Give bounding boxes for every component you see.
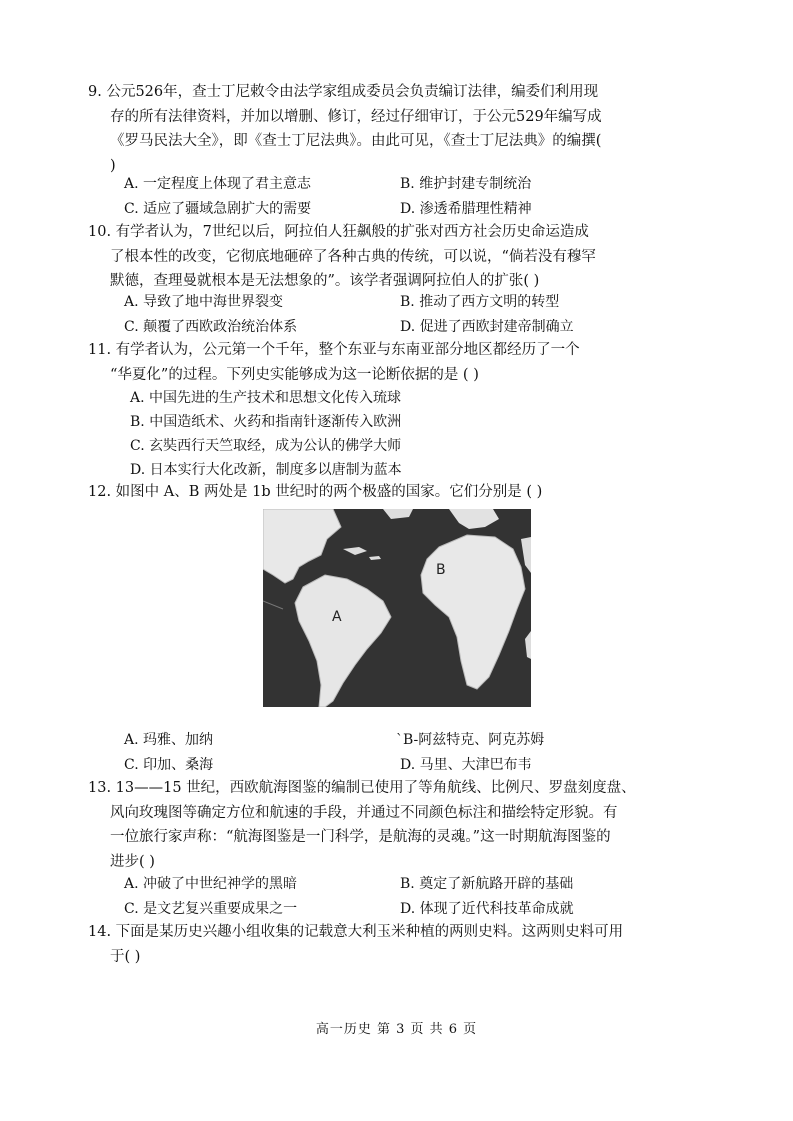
question-9-option-c[interactable]: C. 适应了疆域急剧扩大的需要: [124, 200, 312, 217]
question-11: [88, 338, 690, 387]
question-10-option-b[interactable]: B. 推动了西方文明的转型: [400, 294, 560, 310]
question-11-option-c[interactable]: C. 玄奘西行天竺取经，成为公认的佛学大师: [130, 438, 402, 454]
question-9: [88, 80, 690, 178]
question-9-options: [124, 172, 684, 221]
question-13: [88, 776, 690, 874]
question-10-options: [124, 290, 684, 339]
question-9-option-b[interactable]: B. 维护封建专制统治: [400, 176, 532, 192]
question-9-option-d[interactable]: D. 渗透希腊理性精神: [400, 200, 532, 217]
question-11-option-a[interactable]: A. 中国先进的生产技术和思想文化传入琉球: [130, 390, 402, 406]
question-12-option-b[interactable]: `B-阿兹特克、阿克苏姆: [396, 732, 545, 748]
question-10-option-a[interactable]: A. 导致了地中海世界裂变: [124, 294, 284, 310]
question-10: [88, 220, 690, 294]
question-12-option-d[interactable]: D. 马里、大津巴布韦: [400, 756, 532, 773]
map-label-a: A: [332, 609, 342, 625]
question-11-options: [130, 386, 690, 482]
question-10-option-c[interactable]: C. 颠覆了西欧政治统治体系: [124, 318, 298, 335]
question-13-line-1: 13. 13——15 世纪，西欧航海图鉴的编制已使用了等角航线、比例尺、罗盘刻度盘、: [88, 780, 636, 796]
question-13-option-d[interactable]: D. 体现了近代科技革命成就: [400, 900, 574, 917]
world-map-figure: [263, 509, 531, 707]
question-9-line-4: ): [110, 157, 116, 174]
question-12-option-c[interactable]: C. 印加、桑海: [124, 756, 214, 773]
question-9-line-2: 存的所有法律资料，并加以增删、修订，经过仔细审订，于公元529年编写成: [110, 108, 602, 125]
question-10-line-1: 10. 有学者认为，7世纪以后，阿拉伯人狂飙般的扩张对西方社会历史命运造成: [88, 224, 589, 240]
question-13-line-2: 风向玫瑰图等确定方位和航速的手段，并通过不同颜色标注和描绘特定形貌。有: [110, 804, 618, 821]
question-10-line-3: 默德，查理曼就根本是无法想象的”。该学者强调阿拉伯人的扩张( ): [110, 273, 540, 289]
question-13-option-a[interactable]: A. 冲破了中世纪神学的黑暗: [124, 876, 298, 892]
question-11-option-b[interactable]: B. 中国造纸术、火药和指南针逐渐传入欧洲: [130, 414, 402, 430]
question-11-option-d[interactable]: D. 日本实行大化改新，制度多以唐制为蓝本: [130, 462, 402, 478]
question-10-line-2: 了根本性的改变，它彻底地砸碎了各种古典的传统，可以说，“倘若没有穆罕: [110, 248, 596, 265]
question-13-options: [124, 872, 684, 921]
question-10-option-d[interactable]: D. 促进了西欧封建帝制确立: [400, 318, 574, 335]
question-12-options: [124, 728, 684, 777]
question-12-line-1: 12. 如图中 A、B 两处是 1b 世纪时的两个极盛的国家。它们分别是 ( ): [88, 484, 543, 500]
question-13-line-4: 进步( ): [110, 853, 155, 870]
question-14-line-1: 14. 下面是某历史兴趣小组收集的记载意大利玉米种植的两则史料。这两则史料可用: [88, 924, 624, 940]
question-14: [88, 920, 690, 969]
question-12: [88, 480, 690, 505]
map-label-b: B: [436, 562, 446, 578]
question-9-line-3: 《罗马民法大全》，即《查士丁尼法典》。由此可见，《查士丁尼法典》的编撰(: [110, 133, 602, 149]
question-11-line-2: “华夏化”的过程。下列史实能够成为这一论断依据的是 ( ): [110, 366, 479, 383]
question-11-line-1: 11. 有学者认为，公元第一个千年，整个东亚与东南亚部分地区都经历了一个: [88, 342, 580, 358]
question-13-option-c[interactable]: C. 是文艺复兴重要成果之一: [124, 900, 298, 917]
page-footer: 高一历史 第 3 页 共 6 页: [315, 1022, 478, 1037]
question-14-line-2: 于( ): [110, 948, 141, 965]
question-9-line-1: 9. 公元526年，查士丁尼敕令由法学家组成委员会负责编订法律，编委们利用现: [88, 84, 599, 100]
question-9-option-a[interactable]: A. 一定程度上体现了君主意志: [124, 176, 312, 192]
atlantic-map: [263, 509, 531, 707]
question-12-option-a[interactable]: A. 玛雅、加纳: [124, 732, 214, 748]
question-13-option-b[interactable]: B. 奠定了新航路开辟的基础: [400, 876, 574, 892]
question-13-line-3: 一位旅行家声称：“航海图鉴是一门科学，是航海的灵魂。”这一时期航海图鉴的: [110, 829, 611, 845]
